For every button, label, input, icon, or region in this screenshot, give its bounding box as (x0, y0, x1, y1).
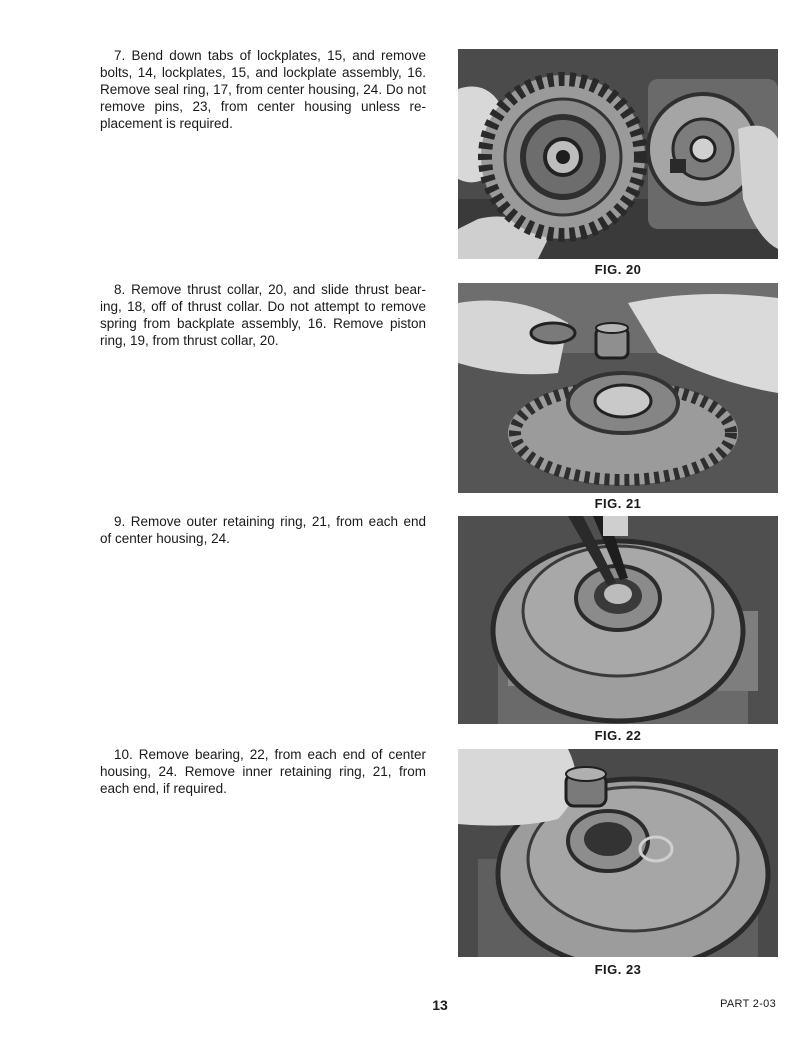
figure-23-caption: FIG. 23 (594, 962, 642, 977)
figure-21-photo (458, 283, 778, 493)
step-7-text: 7. Bend down tabs of lockplates, 15, and remove bolts, 14, lockplates, 15, and lockplate assembly, 16. Remove seal ring, 17, from center housing, 24. Do not remove pins, 23, from center housing unless re-placement is required. (100, 48, 426, 131)
figure-21-caption: FIG. 21 (594, 496, 642, 511)
figure-20-caption: FIG. 20 (594, 262, 642, 277)
step-10-text: 10. Remove bearing, 22, from each end of center housing, 24. Remove inner retaining ring, 21, from each end, if required. (100, 747, 426, 796)
step-9-text: 9. Remove outer retaining ring, 21, from each end of center housing, 24. (100, 514, 426, 546)
page-number: 13 (432, 997, 448, 1013)
figure-20-photo (458, 49, 778, 259)
part-code: PART 2-03 (720, 998, 776, 1010)
figure-23-photo (458, 749, 778, 957)
figure-22-photo (458, 516, 778, 724)
step-8-text: 8. Remove thrust collar, 20, and slide thrust bear-ing, 18, off of thrust collar. Do not attempt to remove spring from backplate assembly, 16. Remove piston ring, 19, from thrust collar, 20. (100, 282, 426, 348)
figure-22-caption: FIG. 22 (594, 728, 642, 743)
